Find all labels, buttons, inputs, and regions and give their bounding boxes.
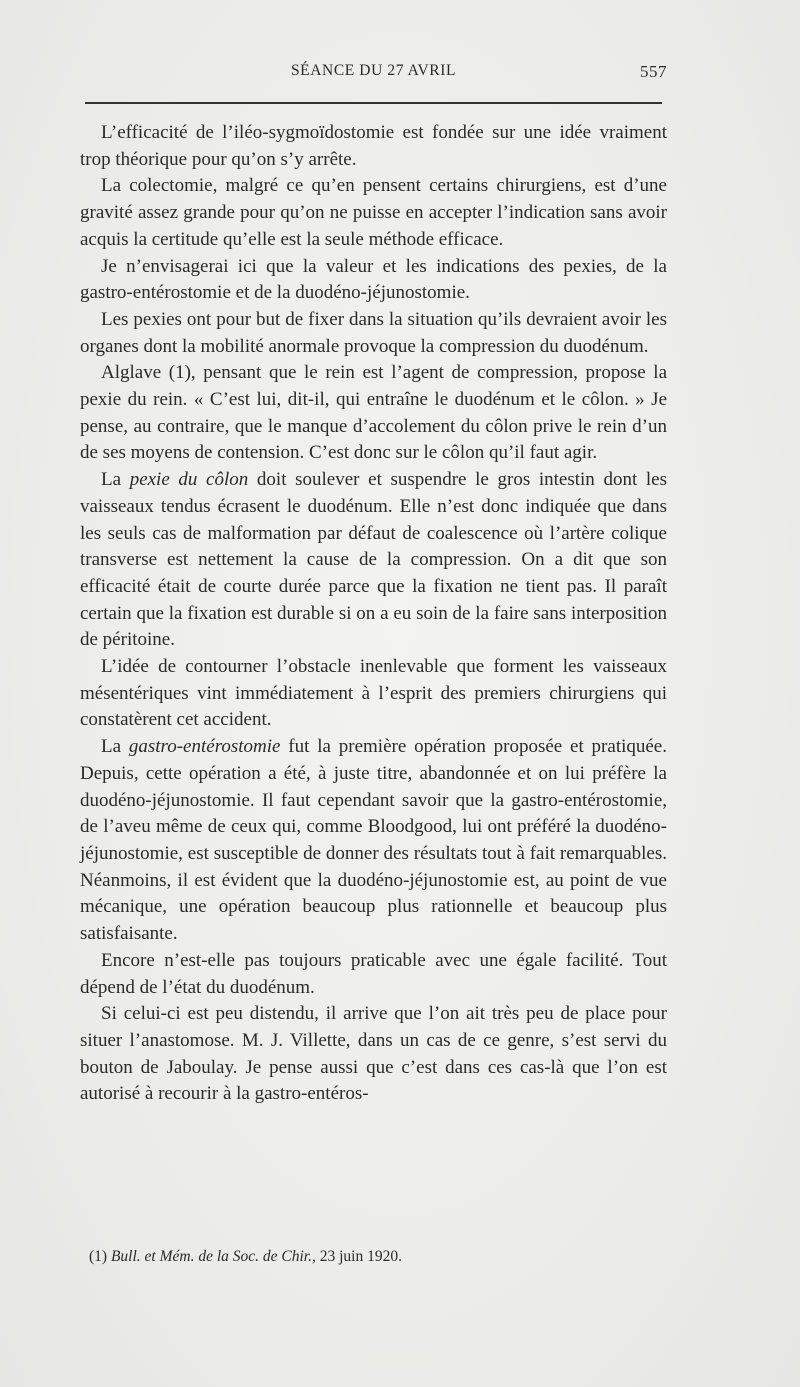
paragraph [80, 948, 667, 1001]
paragraph [80, 254, 667, 307]
paragraph-text: fut la première opération proposée et pratiquée. Depuis, cette opération a été, à juste titre, abandonnée et on lui préfère la duodéno-jéjunostomie. Il faut cependant savoir que la gastro-entérostomie, de l’aveu même de ceux qui, comme Bloodgood, lui ont préféré la duodéno-jéjunostomie, est susceptible de donner des résultats tout à fait remarquables. Néanmoins, il est évident que la duodéno-jéjunostomie est, au point de vue mécanique, une opération beaucoup plus rationnelle et beaucoup plus satisfaisante. [80, 736, 667, 945]
paragraph [80, 654, 667, 734]
paragraph [80, 307, 667, 360]
paragraph-text: L’idée de contourner l’obstacle inenlevable que forment les vaisseaux mésentériques vint immédiatement à l’esprit des premiers chirurgiens qui constatèrent cet accident. [80, 656, 667, 731]
footnote [80, 1247, 667, 1267]
page-number: 557 [640, 62, 667, 81]
paragraph-text: La [101, 469, 130, 491]
paragraph [80, 120, 667, 173]
paragraph [80, 467, 667, 654]
paragraph-text: doit soulever et suspendre le gros intestin dont les vaisseaux tendus écrasent le duodénum. Elle n’est donc indiquée que dans les seuls cas de malformation par défaut de coalescence où l’artère colique transverse est nettement la cause de la compression. On a dit que son efficacité était de courte durée parce que la fixation ne tient pas. Il paraît certain que la fixation est durable si on a eu soin de la faire sans interposition de péritoine. [80, 469, 667, 651]
italic-term: pexie du côlon [129, 469, 249, 491]
paragraph-text: L’efficacité de l’iléo-sygmoïdostomie est fondée sur une idée vraiment trop théorique pour qu’on s’y arrête. [80, 122, 667, 170]
footnote-marker: (1) [89, 1248, 108, 1265]
paragraph [80, 734, 667, 948]
paragraph-text: Encore n’est-elle pas toujours praticable avec une égale facilité. Tout dépend de l’état du duodénum. [80, 949, 667, 998]
italic-term: gastro-entérostomie [128, 736, 281, 758]
paragraph-text: Alglave (1), pensant que le rein est l’agent de compression, propose la pexie du rein. « C’est lui, dit-il, qui entraîne le duodénum et le côlon. » Je pense, au contraire, que le manque d’accolement du côlon prive le rein d’un de ses moyens de contension. C’est donc sur le côlon qu’il faut agir. [80, 362, 667, 464]
paragraph-text: La colectomie, malgré ce qu’en pensent certains chirurgiens, est d’une gravité assez grande pour qu’on ne puisse en accepter l’indication sans avoir acquis la certitude qu’elle est la seule méthode efficace. [80, 175, 667, 250]
header-rule [85, 102, 662, 104]
paragraph [80, 1001, 667, 1108]
footnote-citation-rest: , 23 juin 1920. [311, 1248, 402, 1265]
paragraph-text: La [101, 736, 129, 758]
paragraph-text: Je n’envisagerai ici que la valeur et les indications des pexies, de la gastro-entérostomie et de la duodéno-jéjunostomie. [80, 255, 667, 304]
footnote-citation-italic: Bull. et Mém. de la Soc. de Chir. [110, 1248, 312, 1265]
page-header [80, 62, 667, 86]
body-text [80, 120, 667, 1108]
paragraph [80, 173, 667, 253]
paragraph [80, 360, 667, 467]
paragraph-text: Les pexies ont pour but de fixer dans la situation qu’ils devraient avoir les organes dont la mobilité anormale provoque la compression du duodénum. [80, 308, 667, 357]
paragraph-text: Si celui-ci est peu distendu, il arrive que l’on ait très peu de place pour situer l’anastomose. M. J. Villette, dans un cas de ce genre, s’est servi du bouton de Jaboulay. Je pense aussi que c’est dans ces cas-là que l’on est autorisé à recourir à la gastro-entéros- [80, 1003, 667, 1105]
running-title: SÉANCE DU 27 AVRIL [290, 62, 457, 79]
